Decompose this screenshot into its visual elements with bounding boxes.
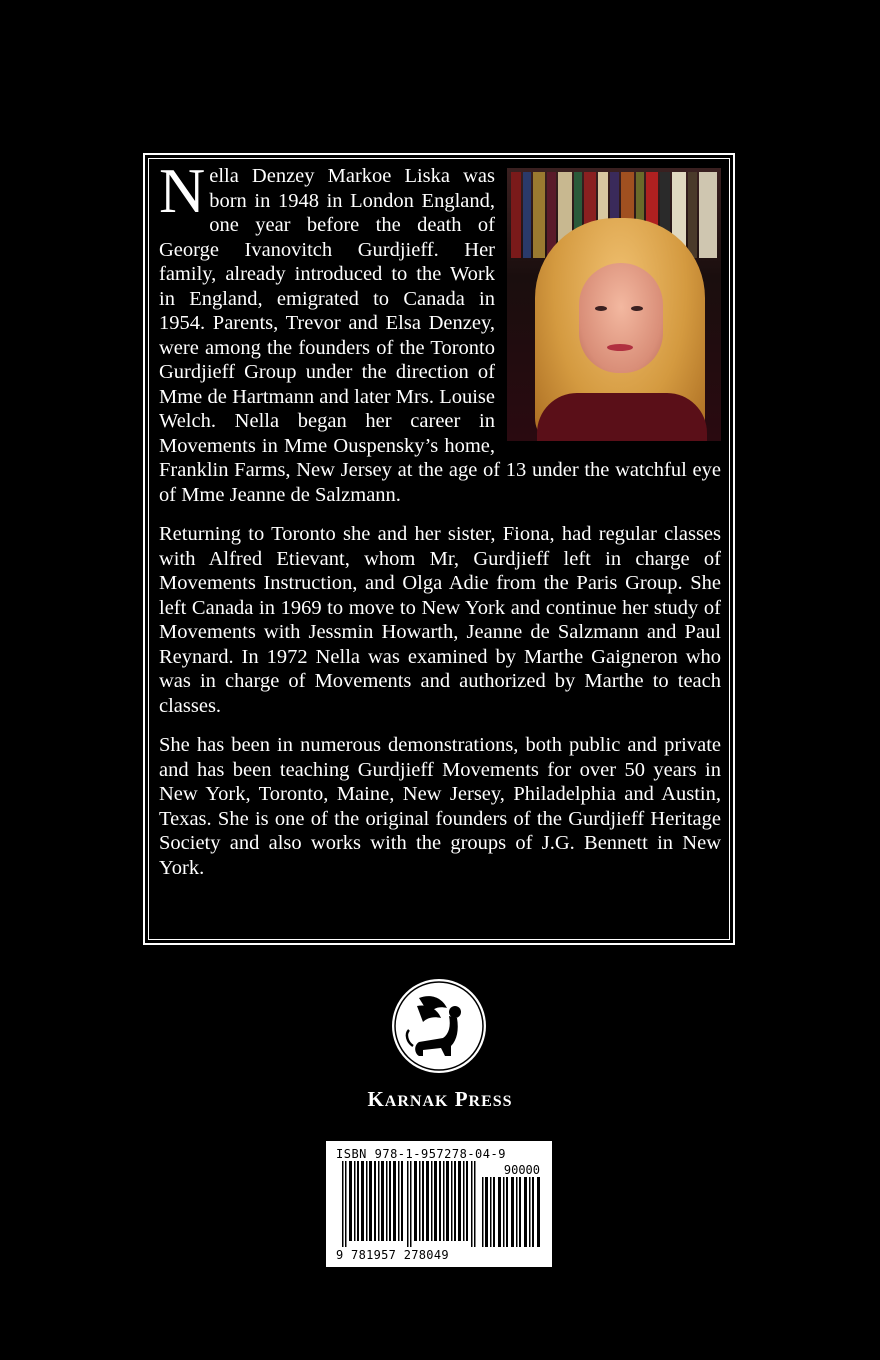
- sphinx-logo-icon: [389, 976, 489, 1076]
- bio-paragraph-2: Returning to Toronto she and her sister, Fiona, had regular classes with Alfred Etievant, whom Mr, Gurdjieff left in charge of Movements Instruction, and Olga Adie from the Paris Group. She left Canada in 1969 to move to New York and continue her study of Movements with Jessmin Howarth, Jeanne de Salzmann and Paul Reynard. In 1972 Nella was examined by Marthe Gaigneron who was in charge of Movements and authorized by Marthe to teach classes.: [159, 523, 721, 717]
- barcode-digits: 9 781957 278049: [336, 1248, 449, 1262]
- bio-paragraph-3: She has been in numerous demonstrations, both public and private and has been teaching Gurdjieff Movements for over 50 years in New York, Toronto, Maine, New Jersey, Philadelphia and Austin, Texas. She is one of the original founders of the Gurdjieff Heritage Society and also works with the groups of J.G. Bennett in New York.: [159, 734, 721, 879]
- author-photo: [507, 168, 721, 441]
- lips: [607, 344, 633, 351]
- drop-cap: N: [159, 155, 206, 226]
- bio-paragraph-1: Nella Denzey Markoe Liska was born in 1948 in London England, one year before the death of George Ivanovitch Gurdjieff. Her family, already introduced to the Work in England, emigrated to Canada in 1954. Parents, Trevor and Elsa Denzey, were among the founders of the Toronto Gurdjieff Group under the direction of Mme de Hartmann and later Mrs. Louise Welch. Nella began her career in Movements in Mme Ouspensky’s home, Franklin Farms, New Jersey at the age of 13 under the watchful eye of Mme Jeanne de Salzmann.: [159, 155, 721, 506]
- face: [579, 263, 663, 373]
- isbn-barcode: [326, 1141, 552, 1267]
- author-bio: [159, 155, 721, 895]
- isbn-text: ISBN 978-1-957278-04-9: [336, 1147, 506, 1161]
- dress: [537, 393, 707, 441]
- publisher-name: KARNAK PRESS: [367, 1087, 513, 1111]
- price-barcode-bars: [482, 1177, 542, 1247]
- price-code: 90000: [503, 1163, 540, 1177]
- barcode-bars: [342, 1161, 476, 1247]
